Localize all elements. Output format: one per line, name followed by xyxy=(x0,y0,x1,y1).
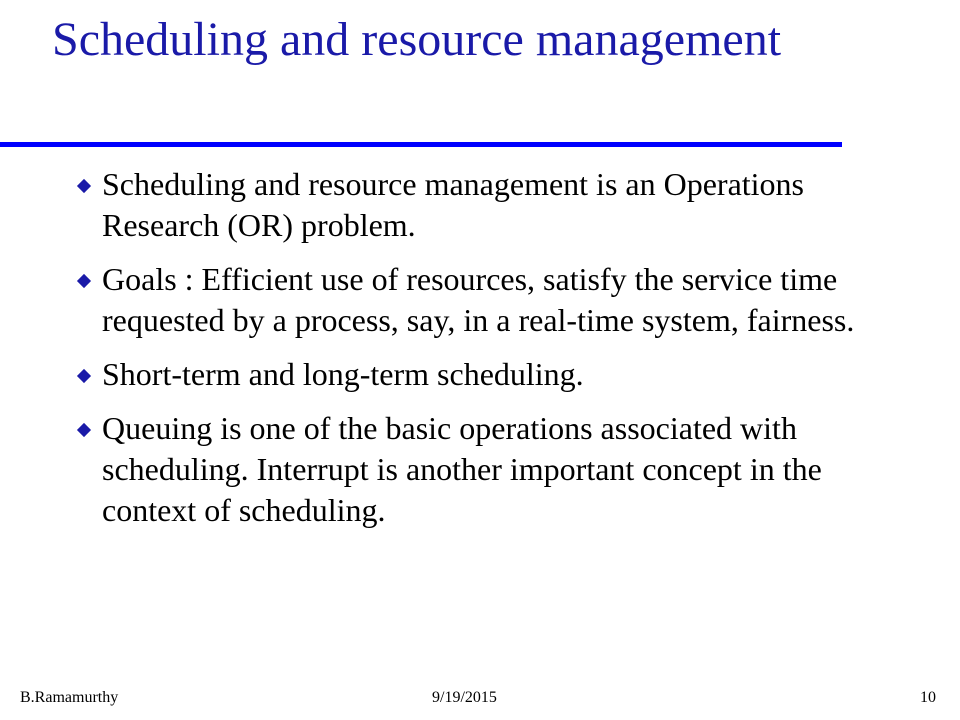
footer-page-number: 10 xyxy=(920,689,936,706)
bullet-item xyxy=(70,164,870,246)
bullet-item xyxy=(70,354,870,395)
bullet-item xyxy=(70,259,870,341)
diamond-bullet-icon xyxy=(76,368,92,384)
bullet-text: Queuing is one of the basic operations associated with scheduling. Interrupt is another important concept in the context of scheduling. xyxy=(102,410,822,528)
bullet-text: Short-term and long-term scheduling. xyxy=(102,356,584,392)
title-underline xyxy=(0,142,842,147)
diamond-bullet-icon xyxy=(76,178,92,194)
bullet-text: Goals : Efficient use of resources, satisfy the service time requested by a process, say, in a real-time system, fairness. xyxy=(102,261,855,338)
bullet-text: Scheduling and resource management is an Operations Research (OR) problem. xyxy=(102,166,804,243)
diamond-bullet-icon xyxy=(76,273,92,289)
slide-title: Scheduling and resource management xyxy=(52,13,782,66)
bullet-list xyxy=(70,164,870,544)
footer-author: B.Ramamurthy xyxy=(20,689,119,706)
bullet-item xyxy=(70,408,870,531)
footer-date: 9/19/2015 xyxy=(432,689,497,706)
diamond-bullet-icon xyxy=(76,422,92,438)
